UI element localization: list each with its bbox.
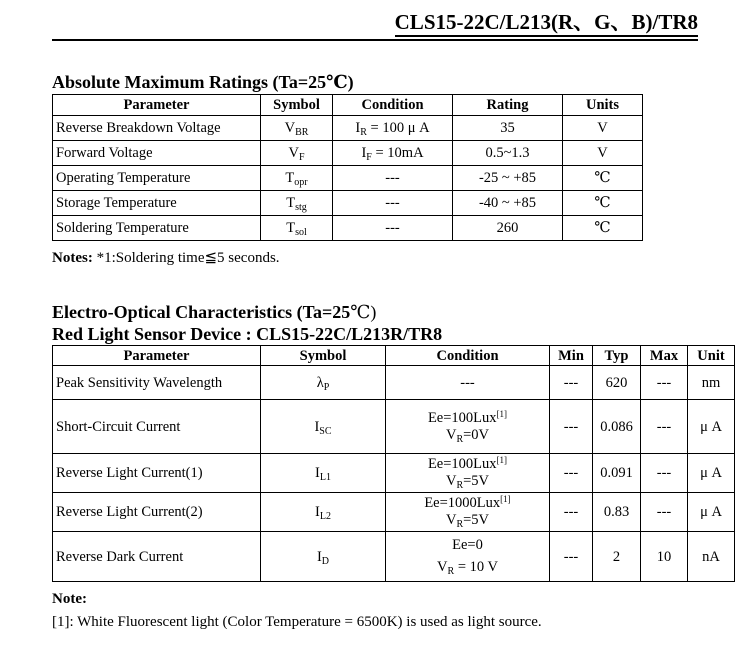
parameter-cell: Forward Voltage <box>53 141 261 166</box>
parameter-cell: Reverse Dark Current <box>53 532 261 582</box>
unit-cell: μ A <box>688 493 735 532</box>
unit-cell: μ A <box>688 454 735 493</box>
symbol-cell: $T_{sol}$ <box>261 216 333 241</box>
header-parameter: Parameter <box>53 95 261 116</box>
header-condition: Condition <box>386 346 550 366</box>
table-row <box>53 116 643 141</box>
max-cell: --- <box>641 454 688 493</box>
parameter-cell: Reverse Breakdown Voltage <box>53 116 261 141</box>
header-parameter: Parameter <box>53 346 261 366</box>
amr-notes <box>52 249 280 267</box>
rating-cell: -40 ~ +85 <box>453 191 563 216</box>
units-cell: V <box>563 141 643 166</box>
table-row <box>53 166 643 191</box>
min-cell: --- <box>550 400 593 454</box>
symbol-cell: $T_{stg}$ <box>261 191 333 216</box>
symbol-cell: $V_F$ <box>261 141 333 166</box>
rating-cell: 0.5~1.3 <box>453 141 563 166</box>
unit-cell: nm <box>688 366 735 400</box>
header-min: Min <box>550 346 593 366</box>
eoc-note-label: Note: <box>52 591 87 607</box>
min-cell: --- <box>550 454 593 493</box>
units-cell: ℃ <box>563 166 643 191</box>
table-row <box>53 141 643 166</box>
typ-cell: 0.091 <box>593 454 641 493</box>
table-row <box>53 454 735 493</box>
condition-cell: --- <box>386 366 550 400</box>
table-row <box>53 532 735 582</box>
symbol-cell: $V_{BR}$ <box>261 116 333 141</box>
typ-cell: 0.83 <box>593 493 641 532</box>
max-cell: --- <box>641 400 688 454</box>
parameter-cell: Storage Temperature <box>53 191 261 216</box>
parameter-cell: Soldering Temperature <box>53 216 261 241</box>
symbol-cell: $T_{opr}$ <box>261 166 333 191</box>
condition-cell: Ee=0 $V_R = 10$ V <box>386 532 550 582</box>
condition-cell: Ee=100Lux[1] $V_R=0V$ <box>386 400 550 454</box>
condition-cell: --- <box>333 166 453 191</box>
units-cell: V <box>563 116 643 141</box>
symbol-cell: $\lambda_P$ <box>261 366 386 400</box>
unit-cell: μ A <box>688 400 735 454</box>
typ-cell: 0.086 <box>593 400 641 454</box>
rating-cell: 260 <box>453 216 563 241</box>
min-cell: --- <box>550 493 593 532</box>
condition-cell: --- <box>333 216 453 241</box>
header-units: Units <box>563 95 643 116</box>
header-rating: Rating <box>453 95 563 116</box>
table-row <box>53 216 643 241</box>
max-cell: --- <box>641 493 688 532</box>
parameter-cell: Short-Circuit Current <box>53 400 261 454</box>
rating-cell: 35 <box>453 116 563 141</box>
parameter-cell: Peak Sensitivity Wavelength <box>53 366 261 400</box>
header-max: Max <box>641 346 688 366</box>
symbol-cell: $I_D$ <box>261 532 386 582</box>
table-row <box>53 400 735 454</box>
max-cell: --- <box>641 366 688 400</box>
parameter-cell: Reverse Light Current(1) <box>53 454 261 493</box>
notes-text: *1:Soldering time≦5 seconds. <box>92 250 280 266</box>
units-cell: ℃ <box>563 216 643 241</box>
typ-cell: 2 <box>593 532 641 582</box>
symbol-cell: $I_{L1}$ <box>261 454 386 493</box>
condition-cell: Ee=100Lux[1] $V_R=5V$ <box>386 454 550 493</box>
eoc-subheading: Red Light Sensor Device : CLS15-22C/L213R/TR8 <box>52 324 443 344</box>
table-header-row <box>53 346 735 366</box>
header-unit: Unit <box>688 346 735 366</box>
max-cell: 10 <box>641 532 688 582</box>
typ-cell: 620 <box>593 366 641 400</box>
absolute-maximum-ratings-table <box>52 94 643 241</box>
table-row <box>53 493 735 532</box>
header-symbol: Symbol <box>261 95 333 116</box>
parameter-cell: Reverse Light Current(2) <box>53 493 261 532</box>
symbol-cell: $I_{L2}$ <box>261 493 386 532</box>
rating-cell: -25 ~ +85 <box>453 166 563 191</box>
eoc-heading: Electro-Optical Characteristics (Ta=25℃) <box>52 302 377 322</box>
min-cell: --- <box>550 532 593 582</box>
header-typ: Typ <box>593 346 641 366</box>
unit-cell: nA <box>688 532 735 582</box>
condition-cell: --- <box>333 191 453 216</box>
table-header-row <box>53 95 643 116</box>
amr-heading: Absolute Maximum Ratings (Ta=25℃) <box>52 72 354 92</box>
title-rule <box>52 39 698 41</box>
symbol-cell: $I_{SC}$ <box>261 400 386 454</box>
condition-cell: Ee=1000Lux[1] $V_R=5V$ <box>386 493 550 532</box>
eoc-note-text: [1]: White Fluorescent light (Color Temperature = 6500K) is used as light source. <box>52 614 542 630</box>
table-row <box>53 191 643 216</box>
header-symbol: Symbol <box>261 346 386 366</box>
header-condition: Condition <box>333 95 453 116</box>
notes-label: Notes: <box>52 250 93 266</box>
condition-cell: $I_R = 100$ μ A <box>333 116 453 141</box>
document-title: CLS15-22C/L213(R、G、B)/TR8 <box>395 10 698 37</box>
condition-cell: $I_F = 10mA$ <box>333 141 453 166</box>
units-cell: ℃ <box>563 191 643 216</box>
min-cell: --- <box>550 366 593 400</box>
parameter-cell: Operating Temperature <box>53 166 261 191</box>
electro-optical-characteristics-table <box>52 345 735 582</box>
table-row <box>53 366 735 400</box>
